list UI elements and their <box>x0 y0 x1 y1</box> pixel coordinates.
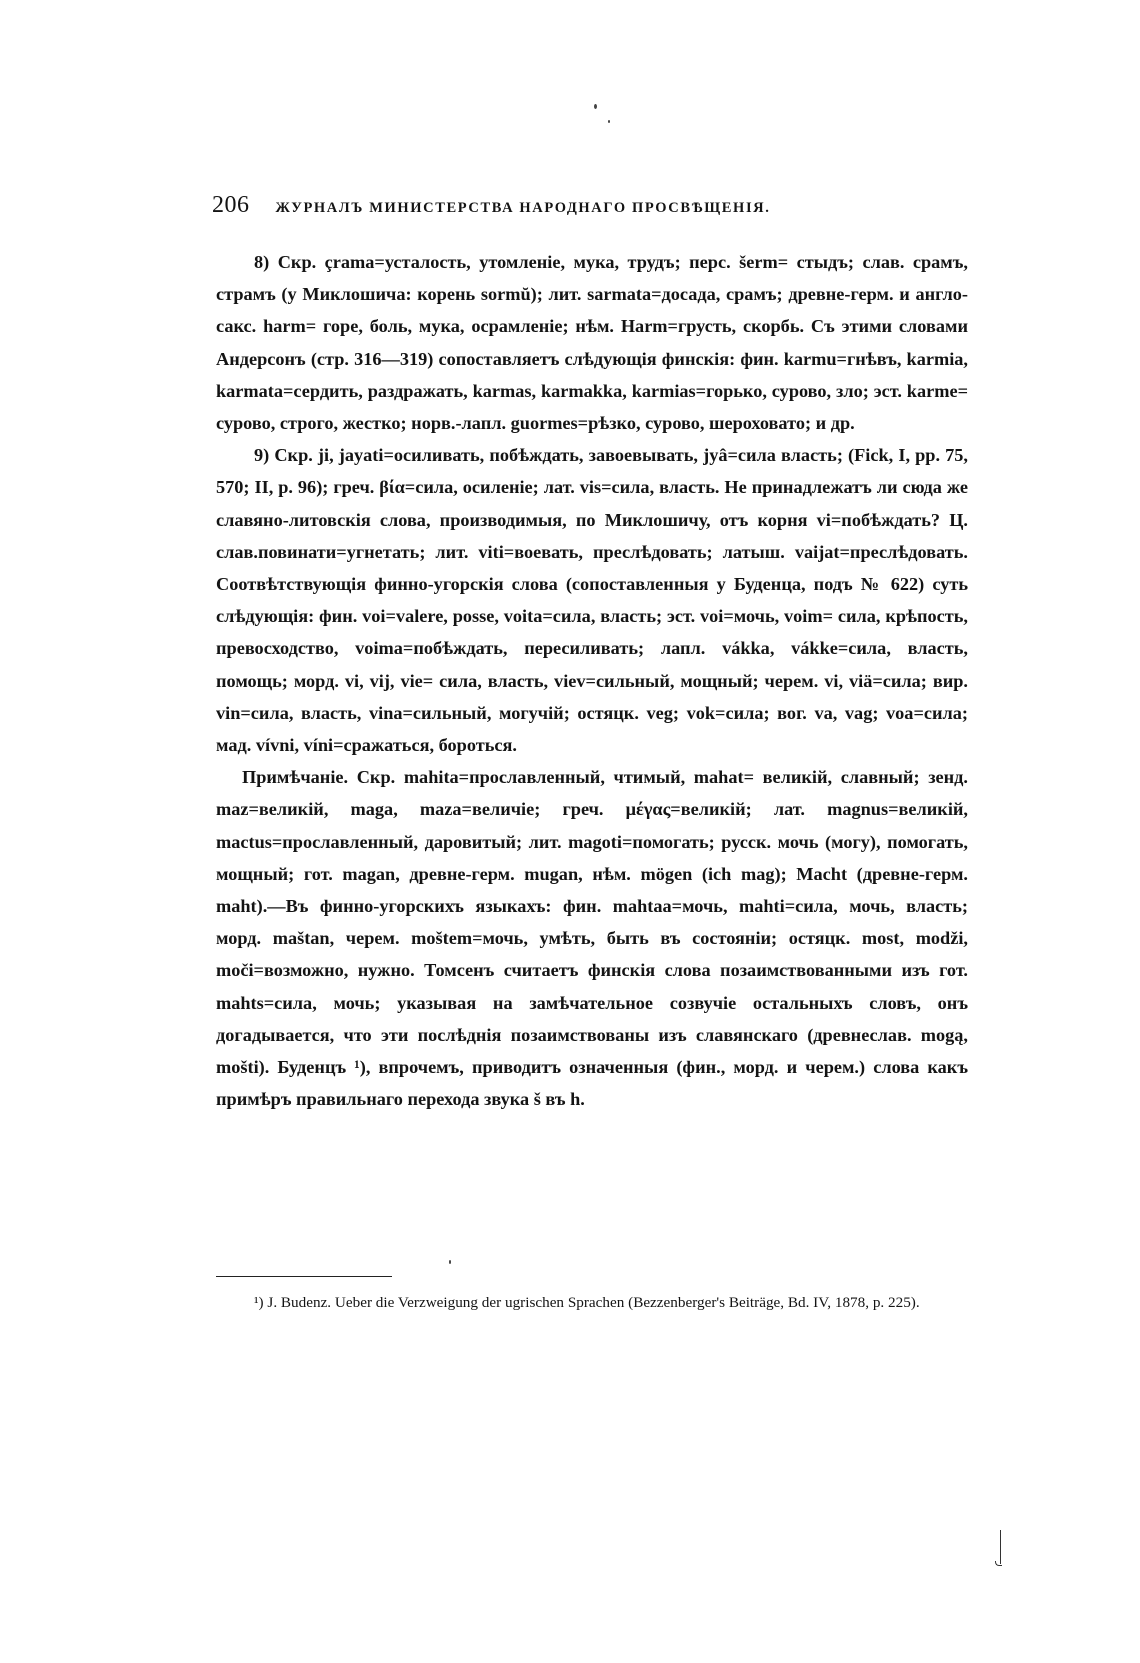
paragraph-9: 9) Скр. ji, jayati=осиливать, побѣждать, завоевывать, jyâ=сила власть; (Fick, I, pp. 75, 570; II, p. 96); греч. βία=сила, осиленіе; лат. vis=сила, власть. Не принадлежатъ ли сюда же славяно-литовскія слова, производимыя, по Миклошичу, отъ корня vi=побѣждать? Ц. слав.повинати=угнетать; лит. viti=воевать, преслѣдовать; латыш. vaijat=преслѣдовать. Соотвѣтствующія финно-угорскія слова (сопоставленныя у Буденца, подъ № 622) суть слѣдующія: фин. voi=valere, posse, voita=сила, власть; эст. voi=мочь, voim= сила, крѣпость, превосходство, voima=побѣждать, пересиливать; лапл. vákka, vákke=сила, власть, помощь; морд. vi, vij, vie= сила, власть, viev=сильный, мощный; черем. vi, viä=сила; вир. vin=сила, власть, vina=сильный, могучій; остяцк. veg; vok=сила; вог. va, vag; voa=сила; мад. vívni, víni=сражаться, бороться. <box>216 445 968 756</box>
ink-speck <box>449 1260 451 1264</box>
footnote: ¹) J. Budenz. Ueber die Verzweigung der ugrischen Sprachen (Bezzenberger's Beiträge, Bd. IV, 1878, p. 225). <box>254 1294 920 1311</box>
note-paragraph: Примѣчаніе. Скр. mahita=прославленный, чтимый, mahat= великій, славный; зенд. maz=великій, maga, maza=величіе; греч. μέγας=великій; лат. magnus=великій, mactus=прославленный, даровитый; лит. magoti=помогать; русск. мочь (могу), помогать, мощный; гот. magan, древне-герм. mugan, нѣм. mögen (ich mag); Macht (древне-герм. maht).—Въ финно-угорскихъ языкахъ: фин. mahtaa=мочь, mahti=сила, мочь, власть; морд. maštan, черем. moštem=мочь, умѣть, быть въ состояніи; остяцк. most, modži, moči=возможно, нужно. Томсенъ считаетъ финскія слова позаимствованными изъ гот. mahts=сила, мочь; указывая на замѣчательное созвучіе остальныхъ словъ, онъ догадывается, что эти послѣднія позаимствованы изъ славянскаго (древнеслав. mogą, mošti). Буденцъ ¹), впрочемъ, приводитъ означенныя (фин., морд. и черем.) слова какъ примѣръ правильнаго перехода звука š въ h. <box>216 767 968 1110</box>
paragraph-8: 8) Скр. çrama=усталость, утомленіе, мука, трудъ; перс. šerm= стыдъ; слав. срамъ, страмъ (у Миклошича: корень sormŭ); лит. sarmata=досада, срамъ; древне-герм. и англо-сакс. harm= горе, боль, мука, осрамленіе; нѣм. Harm=грусть, скорбь. Съ этими словами Андерсонъ (стр. 316—319) сопоставляетъ слѣдующія финскія: фин. karmu=гнѣвъ, karmia, karmata=сердить, раздражать, karmas, karmakka, karmias=горько, сурово, зло; эст. karme= сурово, строго, жестко; норв.-лапл. guormes=рѣзко, сурово, шероховато; и др. <box>216 252 968 434</box>
main-text <box>216 246 968 1115</box>
journal-title: ЖУРНАЛЪ МИНИСТЕРСТВА НАРОДНАГО ПРОСВѢЩЕНІЯ. <box>275 200 771 216</box>
page-number: 206 <box>212 192 250 218</box>
ink-speck <box>608 120 610 123</box>
margin-mark <box>1000 1530 1001 1564</box>
running-head <box>212 192 972 219</box>
footnote-divider <box>216 1276 392 1277</box>
ink-speck <box>594 104 597 109</box>
